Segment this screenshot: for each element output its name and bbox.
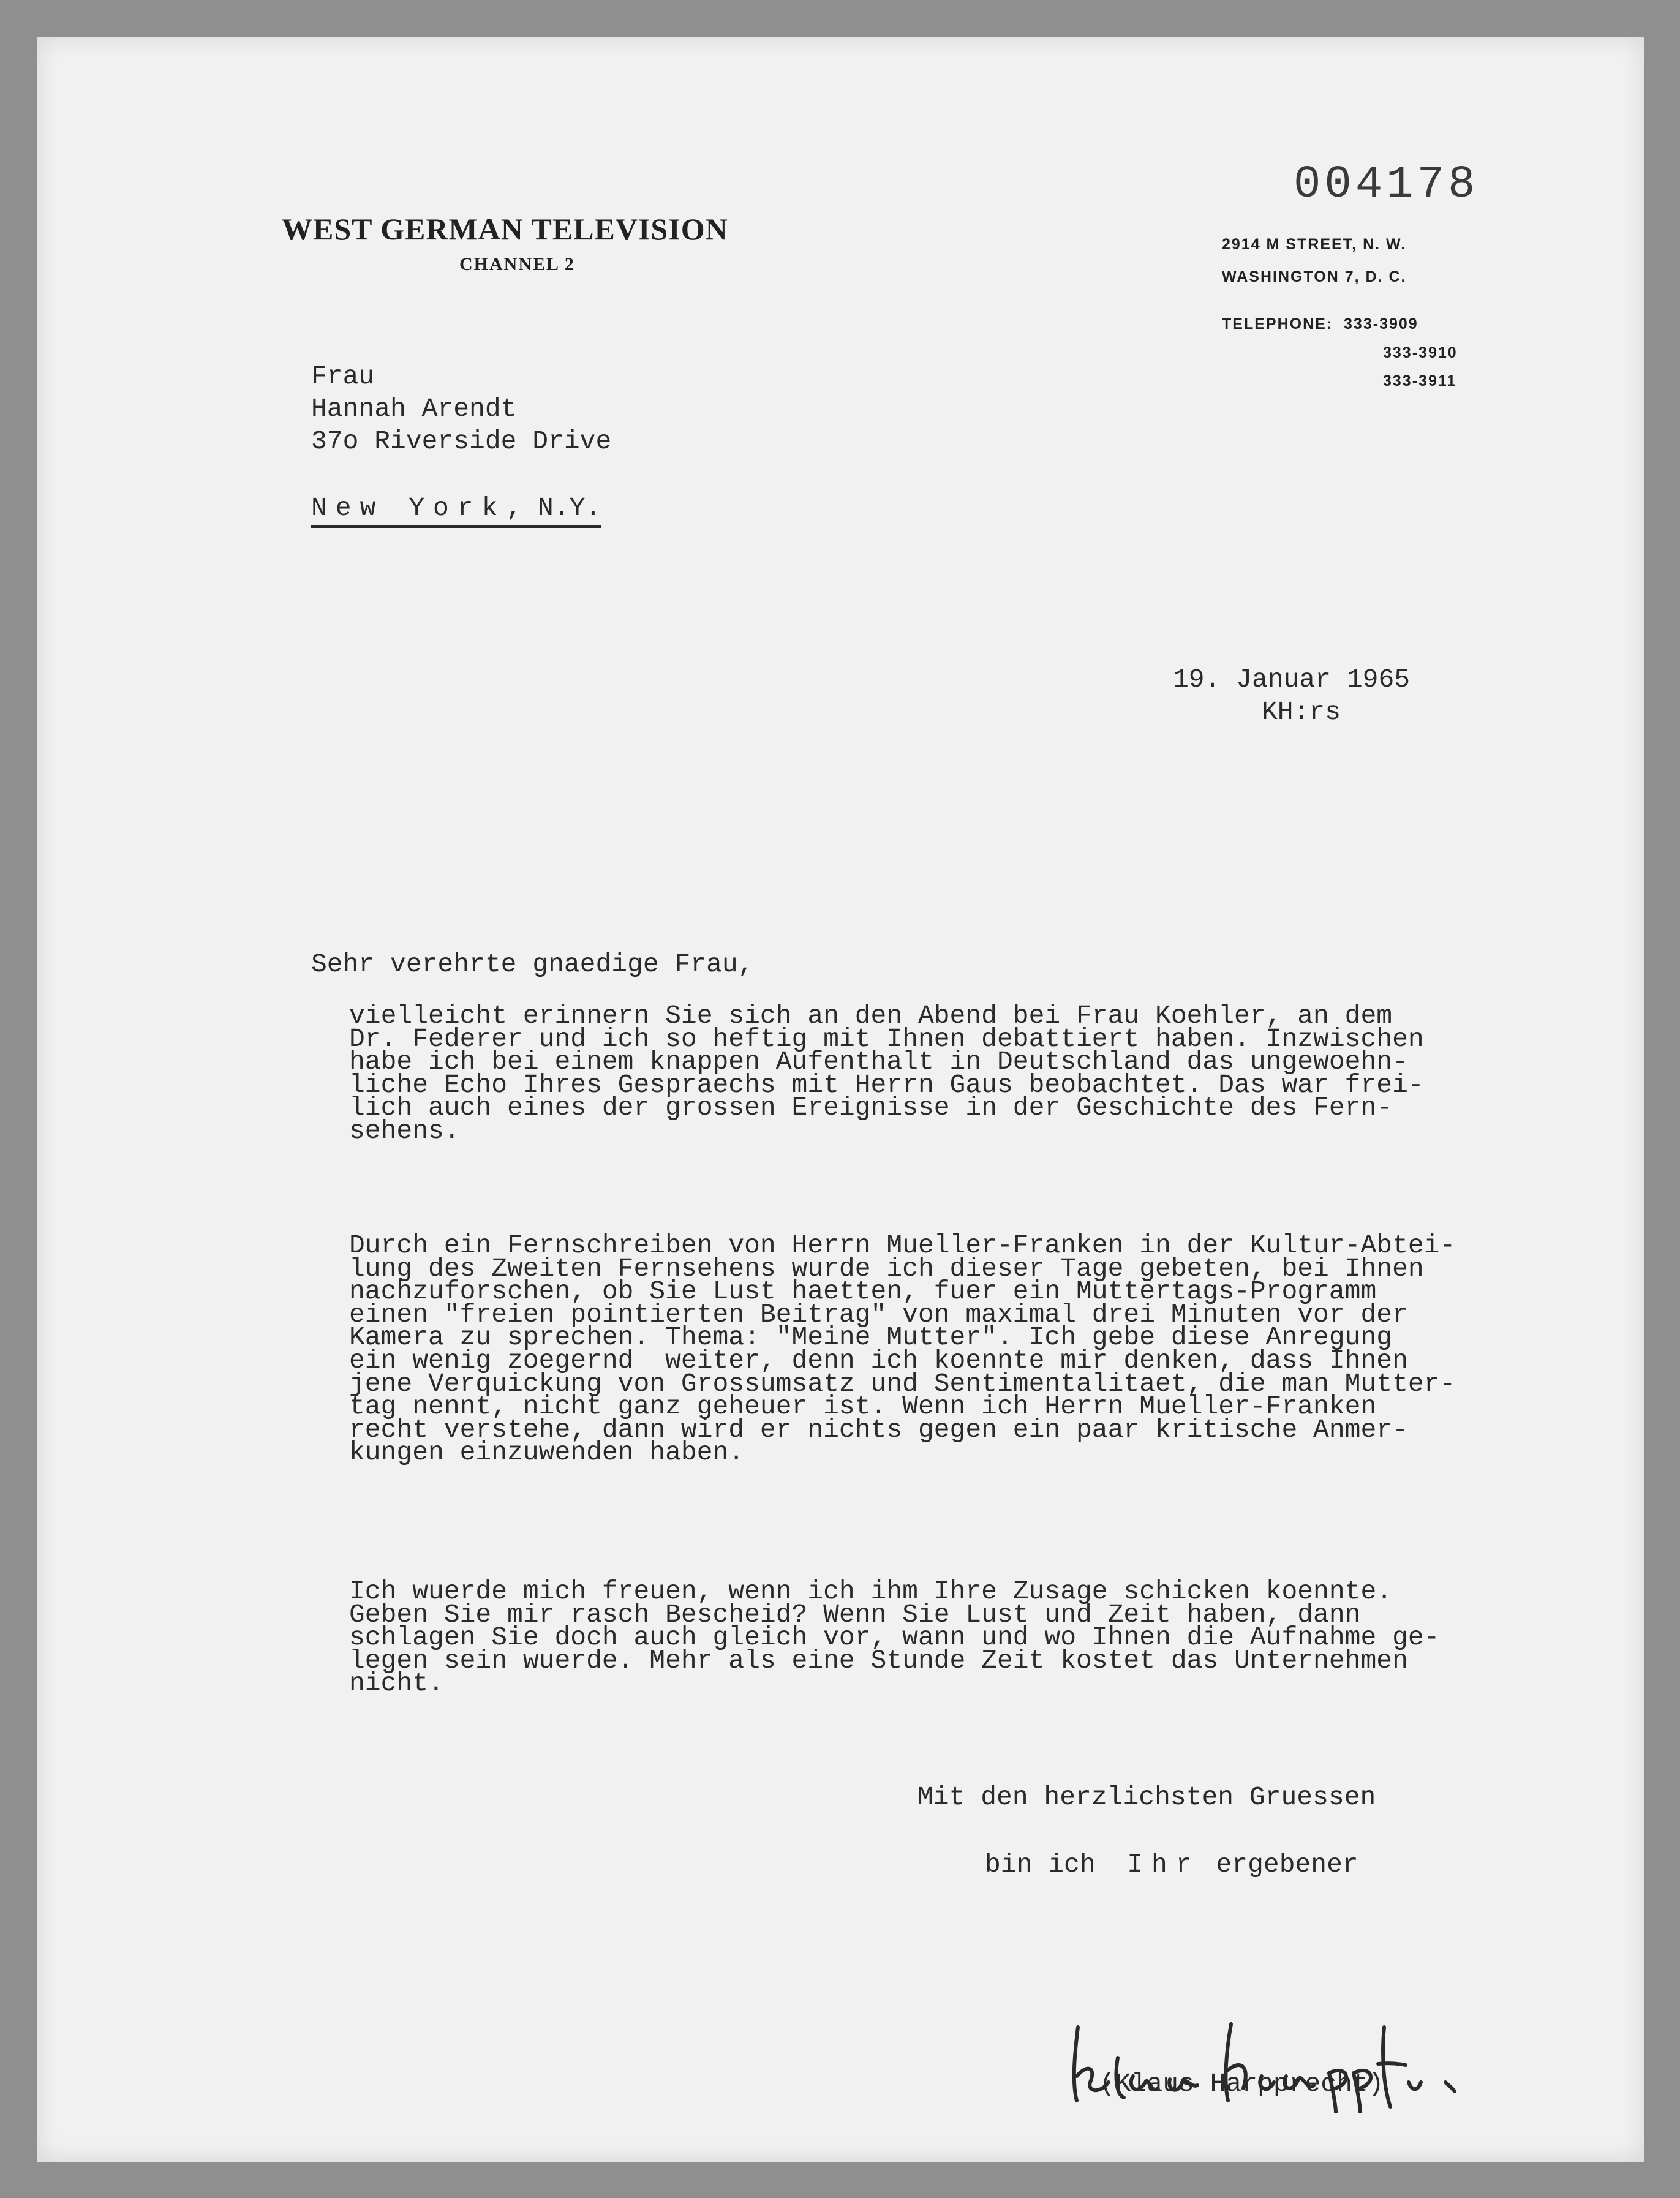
- letter-page: [37, 37, 1644, 2162]
- telephone-number-2: 333-3910: [1383, 344, 1458, 361]
- paragraph-1: vielleicht erinnern Sie sich an den Abend bei Frau Koehler, an dem Dr. Federer und ich so heftig mit Ihnen debattiert haben. Inzwischen habe ich bei einem knappen Aufenthalt in Deutschland das ungewoehn- liche Echo Ihres Gespraechs mit Herrn Gaus beobachtet. Das war frei- lich auch eines der grossen Ereignisse in der Geschichte des Fern- sehens.: [349, 1001, 1424, 1146]
- closing-part-c: ergebener: [1216, 1850, 1358, 1880]
- telephone-number-3: 333-3911: [1383, 372, 1457, 390]
- letterhead-subtitle: CHANNEL 2: [459, 254, 575, 274]
- recipient-city: [311, 493, 601, 528]
- letterhead-address-line1: 2914 M STREET, N. W.: [1222, 236, 1407, 253]
- letter-date: 19. Januar 1965: [1173, 664, 1411, 694]
- recipient-city-name: New York: [311, 493, 507, 523]
- recipient-street: 37o Riverside Drive: [311, 426, 612, 456]
- letter-reference: KH:rs: [1262, 697, 1341, 727]
- closing-line-2: [985, 1850, 1358, 1880]
- telephone-number-1: 333-3909: [1344, 315, 1418, 333]
- recipient-name: Hannah Arendt: [311, 394, 517, 424]
- paragraph-2: Durch ein Fernschreiben von Herrn Mueller-Franken in der Kultur-Abtei- lung des Zweiten Fernsehens wurde ich dieser Tage gebeten, bei Ihnen nachzuforschen, ob Sie Lust haetten, fuer ein Muttertags-Programm einen "freien pointierten Beitrag" von maximal drei Minuten vor der Kamera zu sprechen. Thema: "Meine Mutter". Ich gebe diese Anregung ein wenig zoegernd weiter, denn ich koennte mir denken, dass Ihnen jene Verquickung von Grossumsatz und Sentimentalitaet, die man Mutter- tag nennt, nicht ganz geheuer ist. Wenn ich Herrn Mueller-Franken recht verstehe, dann wird er nichts gegen ein paar kritische Anmer- kungen einzuwenden haben.: [349, 1230, 1456, 1468]
- telephone-label: TELEPHONE:: [1222, 315, 1333, 333]
- document-number: 004178: [1294, 159, 1479, 211]
- letterhead-address-line2: WASHINGTON 7, D. C.: [1222, 268, 1407, 285]
- closing-line-1: Mit den herzlichsten Gruessen: [917, 1782, 1376, 1812]
- letterhead-title: WEST GERMAN TELEVISION: [282, 212, 728, 246]
- closing-part-a: bin ich: [985, 1850, 1096, 1880]
- signer-name: (Klaus Harpprecht): [1099, 2069, 1384, 2099]
- letterhead-telephone: [1222, 315, 1418, 333]
- recipient-salutation: Frau: [311, 361, 375, 391]
- recipient-city-suffix: , N.Y.: [506, 493, 601, 523]
- greeting: Sehr verehrte gnaedige Frau,: [311, 949, 754, 979]
- closing-part-b: Ihr: [1127, 1850, 1200, 1880]
- paragraph-3: Ich wuerde mich freuen, wenn ich ihm Ihre Zusage schicken koennte. Geben Sie mir rasch Bescheid? Wenn Sie Lust und Zeit haben, dann schlagen Sie doch auch gleich vor, wann und wo Ihnen die Aufnahme ge- legen sein wuerde. Mehr als eine Stunde Zeit kostet das Unternehmen nicht.: [349, 1576, 1440, 1699]
